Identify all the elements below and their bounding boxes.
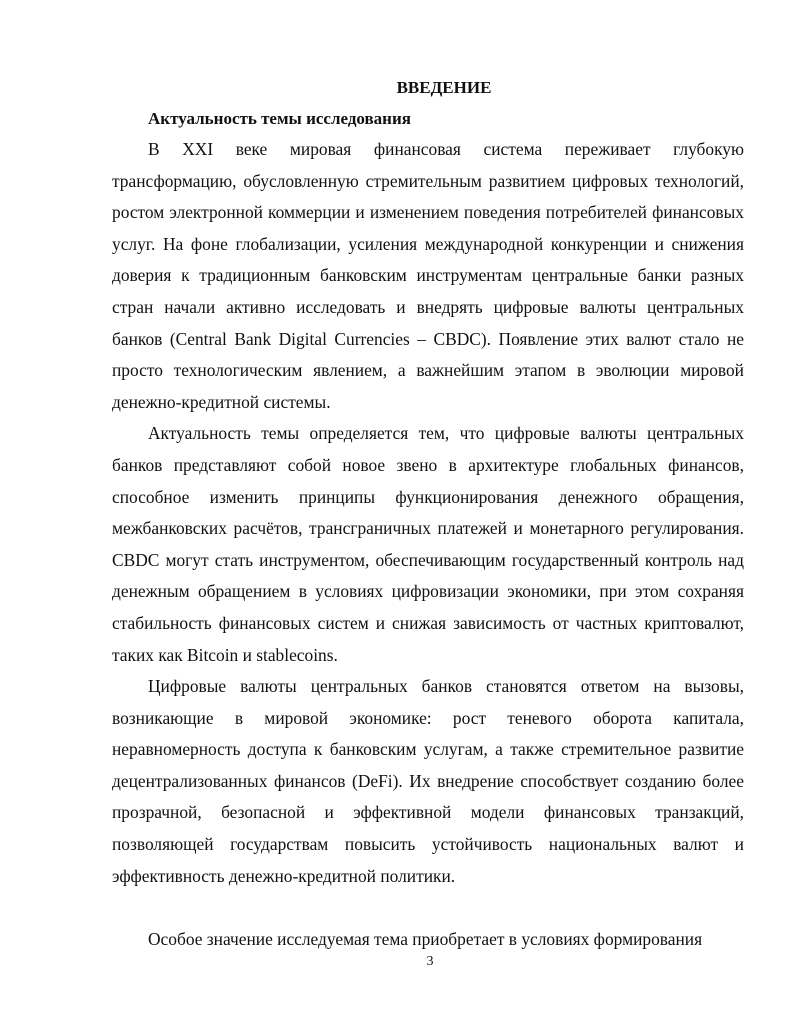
paragraph-3: Цифровые валюты центральных банков становятся ответом на вызовы, возникающие в мировой экономике: рост теневого оборота капитала, неравномерность доступа к банковским услугам, а также стремительное развитие децентрализованных финансов (DeFi). Их внедрение способствует созданию более прозрачной, безопасной и эффективной модели финансовых транзакций, позволяющей государствам повысить устойчивость национальных валют и эффективность денежно-кредитной политики. [112, 676, 744, 886]
paragraph-2: Актуальность темы определяется тем, что цифровые валюты центральных банков представляют собой новое звено в архитектуре глобальных финансов, способное изменить принципы функционирования денежного обращения, межбанковских расчётов, трансграничных платежей и монетарного регулирования. CBDC могут стать инструментом, обеспечивающим государственный контроль над денежным обращением в условиях цифровизации экономики, при этом сохраняя стабильность финансовых систем и снижая зависимость от частных криптовалют, таких как Bitcoin и stablecoins. [112, 423, 744, 665]
document-title: ВВЕДЕНИЕ [396, 78, 492, 97]
paragraph-1: В XXI веке мировая финансовая система переживает глубокую трансформацию, обусловленную стремительным развитием цифровых технологий, ростом электронной коммерции и изменением поведения потребителей финансовых услуг. На фоне глобализации, усиления международной конкуренции и снижения доверия к традиционным банковским инструментам центральные банки разных стран начали активно исследовать и внедрять цифровые валюты центральных банков (Central Bank Digital Currencies – CBDC). Появление этих валют стало не просто технологическим явлением, а важнейшим этапом в эволюции мировой денежно-кредитной системы. [112, 139, 744, 412]
paragraph-gap [148, 892, 744, 924]
page-number: 3 [426, 954, 434, 969]
document-body [112, 72, 744, 955]
paragraph-4: Особое значение исследуемая тема приобретает в условиях формирования [148, 928, 703, 949]
section-heading: Актуальность темы исследования [148, 109, 411, 128]
